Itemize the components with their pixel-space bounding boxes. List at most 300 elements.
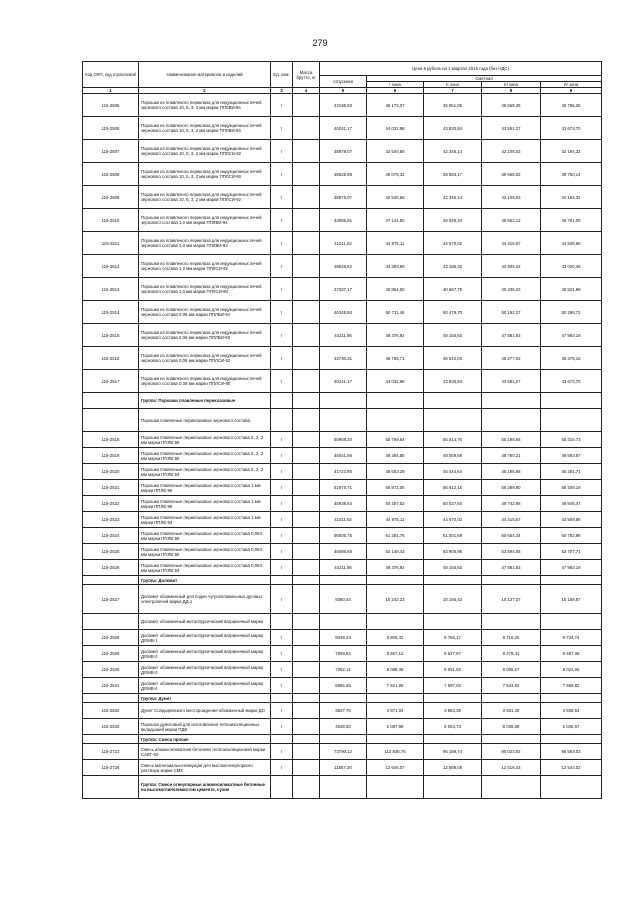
cell-zone-1-price: 40 078,32	[367, 163, 424, 186]
cell-name: Порошки из плавленого периклаза для индукционных печей зернового состава 10, 5, 3, 2 мм марки ППЛВИ-94	[139, 94, 271, 117]
cell-zone-3-price: 48 780,21	[482, 448, 541, 464]
group-row	[83, 735, 602, 744]
cell-mass	[293, 232, 320, 255]
cell-zone-4-price	[541, 576, 602, 585]
cell-name: Порошки из плавленого периклаза для индукционных печей зернового состава 10, 5, 3, 2 мм марки ППЛВИ-93	[139, 117, 271, 140]
cell-zone-1-price	[367, 576, 424, 585]
cell-mass	[293, 370, 320, 393]
cell-mass	[293, 94, 320, 117]
cell-release-price: 45938,64	[320, 496, 367, 512]
cell-zone-2-price: 56 612,15	[424, 480, 482, 496]
cell-zone-4-price: 46 375,16	[541, 347, 602, 370]
cell-unit: т	[271, 703, 293, 719]
cell-zone-2-price: 95 189,74	[424, 744, 482, 760]
cell-unit: т	[271, 560, 293, 576]
cell-zone-3-price	[482, 735, 541, 744]
cell-code: 115-2522	[83, 496, 139, 512]
cell-code: 115-2524	[83, 528, 139, 544]
cell-zone-4-price: 43 673,70	[541, 117, 602, 140]
cell-name: Порошки из плавленого периклаза для индукционных печей зернового состава 0,06 мм марки ППЛСИ-90	[139, 370, 271, 393]
cell-name: Порошок дунитовый для изготовления теплоизоляционных вкладышей марки ПДВ	[139, 719, 271, 735]
cell-zone-3-price: 42 105,03	[482, 140, 541, 163]
cell-zone-1-price: 8 088,48	[367, 662, 424, 678]
cell-name: Порошки плавленые периклазовые зернового состава 0,063 мм марки ППЛВ-93	[139, 560, 271, 576]
cell-zone-4-price: 96 563,03	[541, 744, 602, 760]
cell-release-price	[320, 393, 367, 409]
table-row	[83, 232, 602, 255]
cell-zone-3-price: 56 289,80	[482, 480, 541, 496]
cell-zone-4-price: 42 194,32	[541, 140, 602, 163]
cell-zone-1-price: 42 540,56	[367, 186, 424, 209]
cell-mass	[293, 776, 320, 799]
cell-unit: т	[271, 760, 293, 776]
group-row	[83, 393, 602, 409]
cell-mass	[293, 209, 320, 232]
cell-zone-1-price: 8 806,42	[367, 630, 424, 646]
cell-release-price: 46345,50	[320, 301, 367, 324]
cell-zone-2-price	[424, 735, 482, 744]
cell-release-price: 45041,86	[320, 448, 367, 464]
cell-zone-3-price: 40 436,23	[482, 278, 541, 301]
column-index: 9	[541, 88, 602, 94]
cell-zone-4-price: 5 046,57	[541, 719, 602, 735]
cell-zone-4-price: 40 521,98	[541, 278, 602, 301]
cell-mass	[293, 544, 320, 560]
cell-mass	[293, 255, 320, 278]
cell-mass	[293, 760, 320, 776]
cell-zone-3-price: 60 654,34	[482, 528, 541, 544]
cell-release-price: 8049,23	[320, 630, 367, 646]
cell-zone-3-price	[482, 576, 541, 585]
cell-mass	[293, 512, 320, 528]
cell-mass	[293, 630, 320, 646]
header-estimated: Сметная	[367, 76, 602, 82]
cell-release-price: 42730,31	[320, 347, 367, 370]
header-zone-2: II зона	[424, 82, 482, 88]
cell-code	[83, 409, 139, 432]
cell-unit: т	[271, 464, 293, 480]
cell-code: 115-2526	[83, 560, 139, 576]
cell-unit: т	[271, 496, 293, 512]
cell-zone-3-price	[482, 393, 541, 409]
cell-code: 115-2515	[83, 324, 139, 347]
cell-zone-1-price: 45 653,29	[367, 464, 424, 480]
cell-zone-4-price	[541, 409, 602, 432]
cell-unit: т	[271, 719, 293, 735]
cell-unit: т	[271, 512, 293, 528]
cell-zone-3-price	[482, 776, 541, 799]
cell-name: Порошки из плавленого периклаза для индукционных печей зернового состава 1,0 мм марки ППЛВИ-93	[139, 232, 271, 255]
cell-zone-3-price: 43 581,27	[482, 370, 541, 393]
cell-zone-1-price: 61 281,76	[367, 528, 424, 544]
cell-zone-4-price: 50 298,72	[541, 301, 602, 324]
cell-zone-2-price: 48 155,83	[424, 560, 482, 576]
cell-zone-2-price: 42 346,14	[424, 186, 482, 209]
cell-name: Порошки из плавленого периклаза для индукционных печей зернового состава 1,0 мм марки ППЛВИ-94	[139, 209, 271, 232]
cell-zone-3-price: 46 277,02	[482, 347, 541, 370]
cell-name: Дунит Солдыревского месторождения обожженный марки ДО	[139, 703, 271, 719]
cell-code: 115-2521	[83, 480, 139, 496]
table-row	[83, 512, 602, 528]
cell-name: Порошки из плавленого периклаза для индукционных печей зернового состава 1,0 мм марки ППЛСИ-92	[139, 255, 271, 278]
cell-mass	[293, 393, 320, 409]
cell-release-price: 38878,07	[320, 186, 367, 209]
cell-unit	[271, 735, 293, 744]
cell-zone-4-price: 43 673,70	[541, 370, 602, 393]
cell-unit: т	[271, 744, 293, 760]
cell-release-price	[320, 409, 367, 432]
cell-code: 115-2512	[83, 255, 139, 278]
cell-zone-2-price: 46 542,03	[424, 347, 482, 370]
cell-unit: т	[271, 662, 293, 678]
header-price: Цена в рублях на 1 квартал 2016 года (без НДС)	[320, 62, 602, 76]
cell-zone-3-price: 8 005,67	[482, 662, 541, 678]
cell-name: Порошки из плавленого периклаза для индукционных печей зернового состава 0,06 мм марки ППЛВИ-93	[139, 324, 271, 347]
cell-zone-1-price: 46 755,71	[367, 347, 424, 370]
cell-zone-2-price	[424, 614, 482, 630]
table-row	[83, 117, 602, 140]
cell-zone-2-price: 44 670,02	[424, 512, 482, 528]
cell-code: 115-2519	[83, 448, 139, 464]
table-row	[83, 760, 602, 776]
cell-zone-1-price: 5 087,98	[367, 719, 424, 735]
cell-zone-2-price: 8 527,97	[424, 646, 482, 662]
cell-mass	[293, 719, 320, 735]
cell-code: 115-2518	[83, 432, 139, 448]
cell-zone-1-price: 43 383,59	[367, 255, 424, 278]
cell-code: 115-2505	[83, 94, 139, 117]
cell-zone-4-price: 56 409,18	[541, 480, 602, 496]
cell-zone-1-price: 48 376,92	[367, 324, 424, 347]
cell-zone-2-price: 46 929,34	[424, 209, 482, 232]
cell-mass	[293, 528, 320, 544]
cell-release-price: 73790,12	[320, 744, 367, 760]
cell-zone-2-price: 39 893,17	[424, 163, 482, 186]
cell-release-price: 41011,62	[320, 232, 367, 255]
table-row	[83, 630, 602, 646]
table-row	[83, 186, 602, 209]
cell-code	[83, 393, 139, 409]
table-row	[83, 703, 602, 719]
cell-zone-2-price: 55 514,76	[424, 432, 482, 448]
cell-zone-4-price	[541, 776, 602, 799]
group-row	[83, 776, 602, 799]
cell-zone-1-price: 10 242,23	[367, 585, 424, 614]
cell-zone-3-price: 45 185,88	[482, 464, 541, 480]
cell-zone-2-price: 5 064,73	[424, 719, 482, 735]
cell-release-price: 6965,65	[320, 678, 367, 694]
cell-mass	[293, 735, 320, 744]
cell-zone-2-price: 42 346,14	[424, 140, 482, 163]
table-row	[83, 614, 602, 630]
cell-unit	[271, 409, 293, 432]
cell-mass	[293, 576, 320, 585]
cell-zone-2-price: 53 900,96	[424, 544, 482, 560]
cell-zone-2-price	[424, 393, 482, 409]
cell-unit	[271, 776, 293, 799]
cell-name: Порошки из плавленого периклаза для индукционных печей зернового состава 0,06 мм марки ППЛВИ-94	[139, 301, 271, 324]
cell-unit	[271, 614, 293, 630]
cell-release-price: 41011,62	[320, 512, 367, 528]
cell-zone-4-price: 55 315,73	[541, 432, 602, 448]
cell-code: 115-2525	[83, 544, 139, 560]
cell-zone-2-price: 44 670,02	[424, 232, 482, 255]
header-name: Наименование материалов и изделий	[139, 62, 271, 88]
cell-unit: т	[271, 278, 293, 301]
cell-zone-1-price: 7 621,85	[367, 678, 424, 694]
cell-unit	[271, 393, 293, 409]
cell-release-price: 36625,98	[320, 163, 367, 186]
cell-name: Группа: Смеси прочие	[139, 735, 271, 744]
column-index: 1	[83, 88, 139, 94]
table-row	[83, 496, 602, 512]
cell-zone-2-price: 61 001,69	[424, 528, 482, 544]
table-row	[83, 544, 602, 560]
cell-release-price: 9360,44	[320, 585, 367, 614]
table-row	[83, 324, 602, 347]
table-row	[83, 94, 602, 117]
cell-mass	[293, 186, 320, 209]
cell-mass	[293, 678, 320, 694]
table-row	[83, 662, 602, 678]
header-unit: Ед. изм.	[271, 62, 293, 88]
cell-zone-3-price: 55 198,66	[482, 432, 541, 448]
cell-code	[83, 694, 139, 703]
cell-zone-1-price: 48 376,92	[367, 560, 424, 576]
column-index: 5	[320, 88, 367, 94]
cell-zone-3-price: 12 516,43	[482, 760, 541, 776]
cell-unit: т	[271, 678, 293, 694]
cell-name: Порошки плавленые периклазовые зернового состава 1 мм марки ППЛВ-95	[139, 496, 271, 512]
cell-code: 115-2527	[83, 585, 139, 614]
cell-zone-2-price: 43 830,84	[424, 370, 482, 393]
cell-zone-4-price: 8 022,65	[541, 662, 602, 678]
cell-zone-1-price: 44 032,98	[367, 370, 424, 393]
cell-zone-4-price: 10 158,87	[541, 585, 602, 614]
price-table	[82, 61, 602, 799]
cell-unit	[271, 694, 293, 703]
cell-zone-1-price: 8 567,12	[367, 646, 424, 662]
cell-release-price: 41722,80	[320, 464, 367, 480]
cell-code: 115-2726	[83, 760, 139, 776]
cell-zone-4-price: 53 707,71	[541, 544, 602, 560]
cell-unit: т	[271, 585, 293, 614]
cell-mass	[293, 646, 320, 662]
cell-code: 115-2531	[83, 678, 139, 694]
cell-release-price: 56005,75	[320, 528, 367, 544]
cell-name: Порошки плавленые периклазовые зернового состава	[139, 409, 271, 432]
cell-zone-1-price: 3 871,04	[367, 703, 424, 719]
cell-name: Смесь магнезиально-вяжущая для высокоогнеупорного раствора марки СМК	[139, 760, 271, 776]
cell-zone-4-price: 39 750,14	[541, 163, 602, 186]
cell-release-price: 7809,54	[320, 646, 367, 662]
cell-zone-4-price: 49 848,47	[541, 496, 602, 512]
column-index: 7	[424, 88, 482, 94]
table-body	[83, 94, 602, 799]
cell-release-price	[320, 735, 367, 744]
cell-zone-3-price: 39 666,02	[482, 163, 541, 186]
cell-zone-3-price: 8 479,41	[482, 646, 541, 662]
cell-mass	[293, 585, 320, 614]
cell-name: Порошки плавленые периклазовые зернового состава 5, 3, 2 мм марки ППЛВ-96	[139, 432, 271, 448]
cell-zone-4-price: 45 281,71	[541, 464, 602, 480]
cell-zone-4-price	[541, 735, 602, 744]
cell-release-price: 38878,07	[320, 140, 367, 163]
cell-zone-3-price: 49 742,98	[482, 496, 541, 512]
cell-code: 115-2511	[83, 232, 139, 255]
cell-code: 115-2510	[83, 209, 139, 232]
cell-unit: т	[271, 232, 293, 255]
cell-release-price: 44211,95	[320, 560, 367, 576]
cell-code	[83, 614, 139, 630]
cell-code: 115-2516	[83, 347, 139, 370]
cell-zone-1-price	[367, 776, 424, 799]
cell-mass	[293, 347, 320, 370]
cell-zone-1-price: 44 875,11	[367, 232, 424, 255]
cell-zone-3-price: 42 939,42	[482, 255, 541, 278]
cell-code: 115-2523	[83, 512, 139, 528]
cell-zone-4-price: 45 796,26	[541, 94, 602, 117]
cell-unit: т	[271, 94, 293, 117]
cell-unit: т	[271, 186, 293, 209]
cell-zone-4-price: 8 497,38	[541, 646, 602, 662]
cell-release-price: 37337,17	[320, 278, 367, 301]
cell-mass	[293, 662, 320, 678]
cell-zone-3-price	[482, 614, 541, 630]
cell-zone-4-price: 60 782,98	[541, 528, 602, 544]
cell-code: 115-2533	[83, 719, 139, 735]
cell-zone-1-price: 44 875,11	[367, 512, 424, 528]
cell-unit: т	[271, 480, 293, 496]
cell-code: 115-2532	[83, 703, 139, 719]
cell-zone-2-price: 43 185,32	[424, 255, 482, 278]
cell-unit: т	[271, 544, 293, 560]
cell-unit: т	[271, 370, 293, 393]
cell-zone-4-price	[541, 614, 602, 630]
table-row	[83, 140, 602, 163]
cell-name: Доломит обожженный металлургический вагранечный марки ДОМВ-1	[139, 630, 271, 646]
cell-unit: т	[271, 163, 293, 186]
table-row	[83, 528, 602, 544]
cell-mass	[293, 324, 320, 347]
cell-code: 115-2517	[83, 370, 139, 393]
cell-zone-2-price	[424, 409, 482, 432]
cell-release-price: 49486,56	[320, 544, 367, 560]
cell-zone-2-price: 40 667,79	[424, 278, 482, 301]
cell-code: 115-2514	[83, 301, 139, 324]
cell-code	[83, 576, 139, 585]
group-row	[83, 576, 602, 585]
table-row	[83, 209, 602, 232]
cell-code: 115-2528	[83, 630, 139, 646]
cell-release-price: 51975,71	[320, 480, 367, 496]
cell-mass	[293, 448, 320, 464]
cell-zone-3-price: 5 035,89	[482, 719, 541, 735]
cell-zone-3-price: 90 023,92	[482, 744, 541, 760]
cell-zone-3-price: 3 831,40	[482, 703, 541, 719]
cell-zone-1-price: 56 872,06	[367, 480, 424, 496]
cell-zone-3-price: 43 581,27	[482, 117, 541, 140]
cell-zone-4-price: 7 559,82	[541, 678, 602, 694]
cell-zone-3-price: 47 881,63	[482, 560, 541, 576]
cell-zone-1-price: 44 032,98	[367, 117, 424, 140]
cell-name: Группа: Порошки плавленые периклазовые	[139, 393, 271, 409]
cell-code: 115-2508	[83, 163, 139, 186]
column-index: 2	[139, 88, 271, 94]
cell-zone-3-price: 7 543,82	[482, 678, 541, 694]
cell-release-price: 50968,20	[320, 432, 367, 448]
table-row	[83, 719, 602, 735]
cell-zone-1-price: 49 284,85	[367, 448, 424, 464]
cell-name: Порошки плавленые периклазовые зернового состава 1 мм марки ППЛВ-96	[139, 480, 271, 496]
cell-zone-3-price: 50 192,27	[482, 301, 541, 324]
cell-zone-4-price	[541, 694, 602, 703]
page-number: 279	[312, 38, 328, 48]
cell-name: Порошки плавленые периклазовые зернового состава 5, 3, 2 мм марки ППЛВ-93	[139, 464, 271, 480]
cell-code	[83, 776, 139, 799]
cell-name: Порошки плавленые периклазовые зернового состава 0,063 мм марки ППЛВ-95	[139, 544, 271, 560]
cell-code	[83, 735, 139, 744]
cell-zone-2-price: 10 195,42	[424, 585, 482, 614]
cell-zone-1-price: 40 854,50	[367, 278, 424, 301]
header-mass: Масса брутто, кг	[293, 62, 320, 88]
table-row	[83, 278, 602, 301]
cell-zone-3-price: 8 716,25	[482, 630, 541, 646]
cell-zone-2-price: 48 155,83	[424, 324, 482, 347]
cell-zone-2-price: 50 479,70	[424, 301, 482, 324]
cell-zone-3-price: 44 415,67	[482, 512, 541, 528]
cell-code: 115-2520	[83, 464, 139, 480]
cell-code: 115-2723	[83, 744, 139, 760]
cell-name: Порошки плавленые периклазовые зернового состава 1 мм марки ППЛВ-93	[139, 512, 271, 528]
cell-unit: т	[271, 255, 293, 278]
column-index: 6	[367, 88, 424, 94]
cell-zone-3-price: 47 881,63	[482, 324, 541, 347]
cell-zone-4-price: 42 194,32	[541, 186, 602, 209]
table-row	[83, 432, 602, 448]
cell-name: Порошки из плавленого периклаза для индукционных печей зернового состава 10, 5, 3, 2 мм марки ППЛСИ-92	[139, 140, 271, 163]
cell-release-price: 39648,52	[320, 255, 367, 278]
cell-zone-3-price	[482, 694, 541, 703]
table-row	[83, 347, 602, 370]
cell-zone-2-price: 7 587,02	[424, 678, 482, 694]
header-zone-3: III зона	[482, 82, 541, 88]
table-row	[83, 464, 602, 480]
cell-unit: т	[271, 646, 293, 662]
cell-zone-3-price: 46 662,12	[482, 209, 541, 232]
cell-zone-2-price: 3 853,35	[424, 703, 482, 719]
cell-zone-1-price: 46 172,07	[367, 94, 424, 117]
cell-unit: т	[271, 209, 293, 232]
cell-mass	[293, 117, 320, 140]
cell-zone-4-price: 12 543,02	[541, 760, 602, 776]
cell-release-price: 42195,93	[320, 94, 367, 117]
cell-zone-2-price: 12 588,08	[424, 760, 482, 776]
cell-unit: т	[271, 117, 293, 140]
cell-zone-1-price: 50 711,45	[367, 301, 424, 324]
cell-mass	[293, 464, 320, 480]
cell-release-price: 4649,93	[320, 719, 367, 735]
cell-release-price	[320, 614, 367, 630]
cell-zone-1-price: 47 144,80	[367, 209, 424, 232]
table-row	[83, 678, 602, 694]
cell-unit: т	[271, 432, 293, 448]
cell-zone-2-price: 45 961,05	[424, 94, 482, 117]
cell-name: Доломит обожженный металлургический вагранечный марки	[139, 614, 271, 630]
cell-code: 115-2530	[83, 662, 139, 678]
table-row	[83, 585, 602, 614]
table-row	[83, 370, 602, 393]
